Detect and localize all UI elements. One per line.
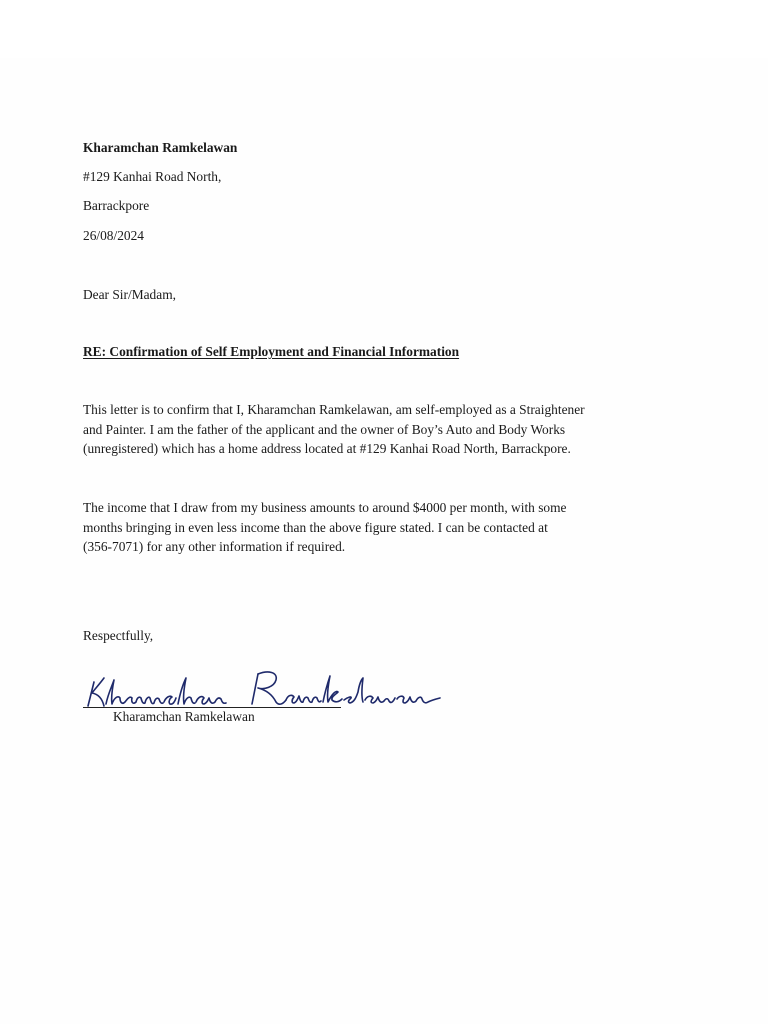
paragraph-line: The income that I draw from my business amounts to around $4000 per month, with some — [83, 500, 567, 515]
closing: Respectfully, — [83, 628, 154, 643]
paragraph-line: (unregistered) which has a home address located at #129 Kanhai Road North, Barrackpore. — [83, 441, 571, 456]
paragraph-line: (356-7071) for any other information if required. — [83, 539, 346, 554]
sender-address-line1: #129 Kanhai Road North, — [83, 169, 222, 184]
letter-date: 26/08/2024 — [83, 228, 145, 243]
paragraph-line: and Painter. I am the father of the applicant and the owner of Boy’s Auto and Body Works — [83, 421, 566, 437]
paragraph-line: This letter is to confirm that I, Kharamchan Ramkelawan, am self-employed as a Straightener — [83, 402, 585, 417]
subject-line: RE: Confirmation of Self Employment and Financial Information — [83, 344, 460, 359]
signature-printed-name: Kharamchan Ramkelawan — [113, 709, 255, 724]
sender-name: Kharamchan Ramkelawan — [83, 140, 238, 155]
paragraph-self-employment — [83, 400, 683, 459]
salutation: Dear Sir/Madam, — [83, 287, 176, 302]
paragraph-line: months bringing in even less income than the above figure stated. I can be contacted at — [83, 519, 548, 535]
paragraph-income — [83, 498, 683, 557]
sender-address-line2: Barrackpore — [83, 198, 150, 213]
